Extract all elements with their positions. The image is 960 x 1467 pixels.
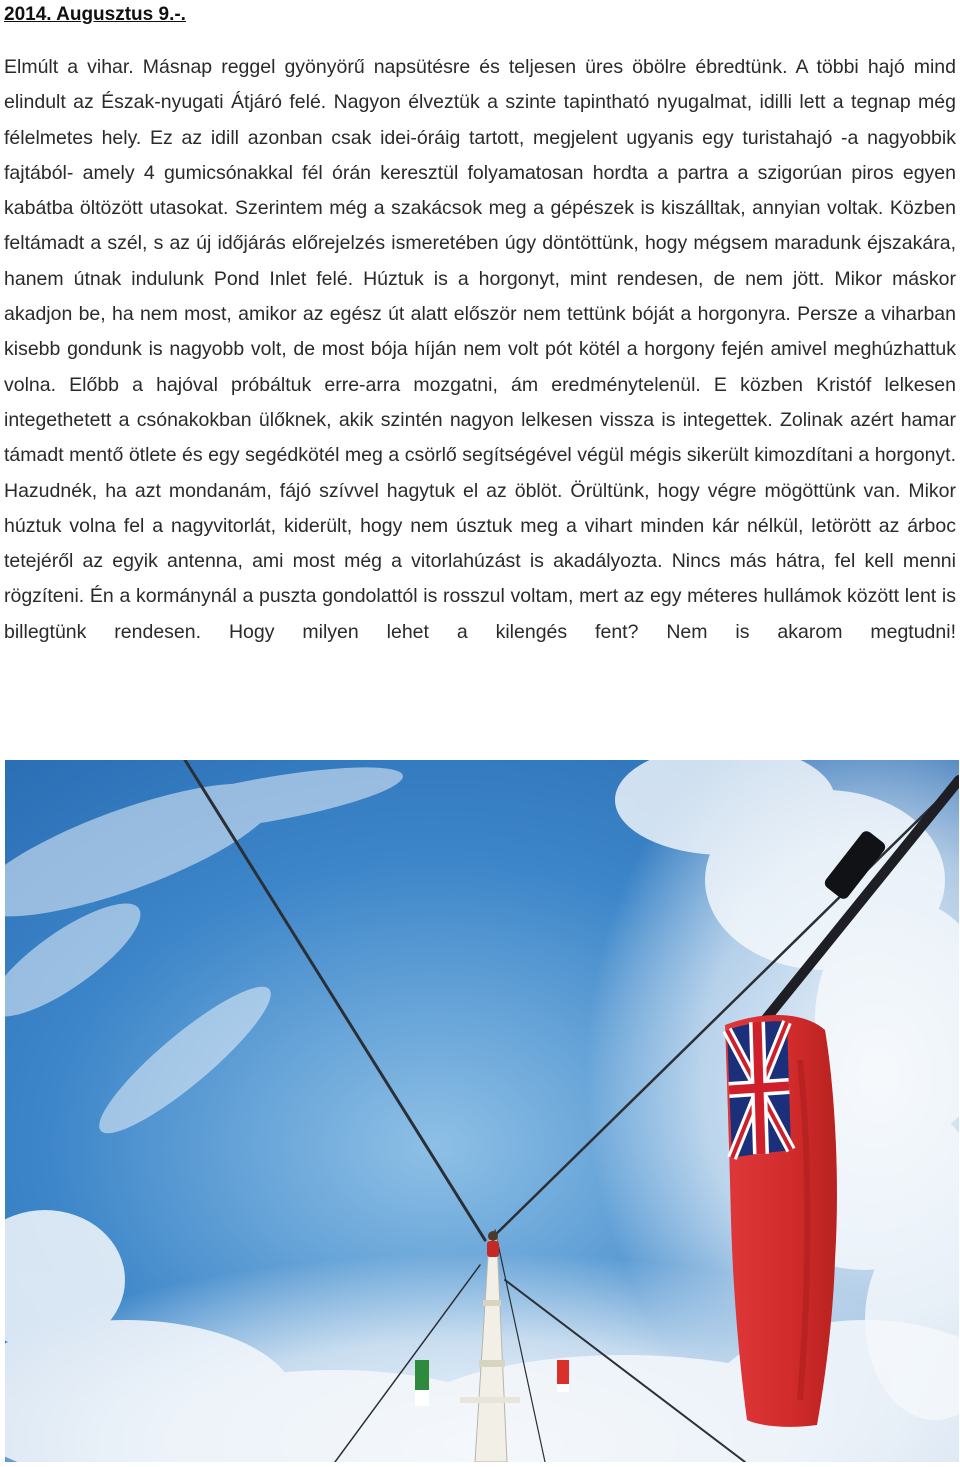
climber-figure: [487, 1231, 499, 1257]
red-ensign-flag: [725, 1015, 837, 1427]
page-title: 2014. Augusztus 9.-.: [4, 4, 186, 25]
mast-flag-photo: [5, 760, 959, 1462]
body-paragraph: Elmúlt a vihar. Másnap reggel gyönyörű napsütésre és teljesen üres öbölre ébredtünk. A többi hajó mind elindult az Észak-nyugati Átjáró felé. Nagyon élveztük a szinte tapintható nyugalmat, idilli lett a tegnap még félelmetes hely. Ez az idill azonban csak idei-óráig tartott, megjelent ugyanis egy turistahajó -a nagyobbik fajtából- amely 4 gumicsónakkal fél órán keresztül folyamatosan hordta a partra a szigorúan piros egyen kabátba öltözött utasokat. Szerintem még a szakácsok meg a gépészek is kiszálltak, annyian voltak. Közben feltámadt a szél, s az új időjárás előrejelzés ismeretében úgy döntöttünk, hogy mégsem maradunk éjszakára, hanem útnak indulunk Pond Inlet felé. Húztuk is a horgonyt, mint rendesen, de nem jött. Mikor máskor akadjon be, ha nem most, amikor az egész út alatt először nem tettünk bóját a horgonyra. Persze a viharban kisebb gondunk is nagyobb volt, de most bója híján nem volt pót kötél a horgony fején amivel meghúzhattuk volna. Előbb a hajóval próbáltuk erre-arra mozgatni, ám eredménytelenül. E közben Kristóf lelkesen integethetett a csónakokban ülőknek, akik szintén nagyon lelkesen vissza is integettek. Zolinak azért hamar támadt mentő ötlete és egy segédkötél meg a csörlő segítségével végül mégis sikerült kimozdítani a horgonyt. Hazudnék, ha azt mondanám, fájó szívvel hagytuk el az öblöt. Örültünk, hogy végre mögöttünk van. Mikor húztuk volna fel a nagyvitorlát, kiderült, hogy nem úsztuk meg a vihart minden kár nélkül, letörött az árboc tetejéről az egyik antenna, ami most még a vitorlahúzást is akadályozta. Nincs más hátra, fel kell menni rögzíteni. Én a kormánynál a puszta gondolattól is rosszul voltam, mert az egy méteres hullámok között lent is billegtünk rendesen. Hogy milyen lehet a kilengés fent? Nem is akarom megtudni!: [4, 56, 956, 643]
union-jack-canton: [727, 1021, 791, 1158]
